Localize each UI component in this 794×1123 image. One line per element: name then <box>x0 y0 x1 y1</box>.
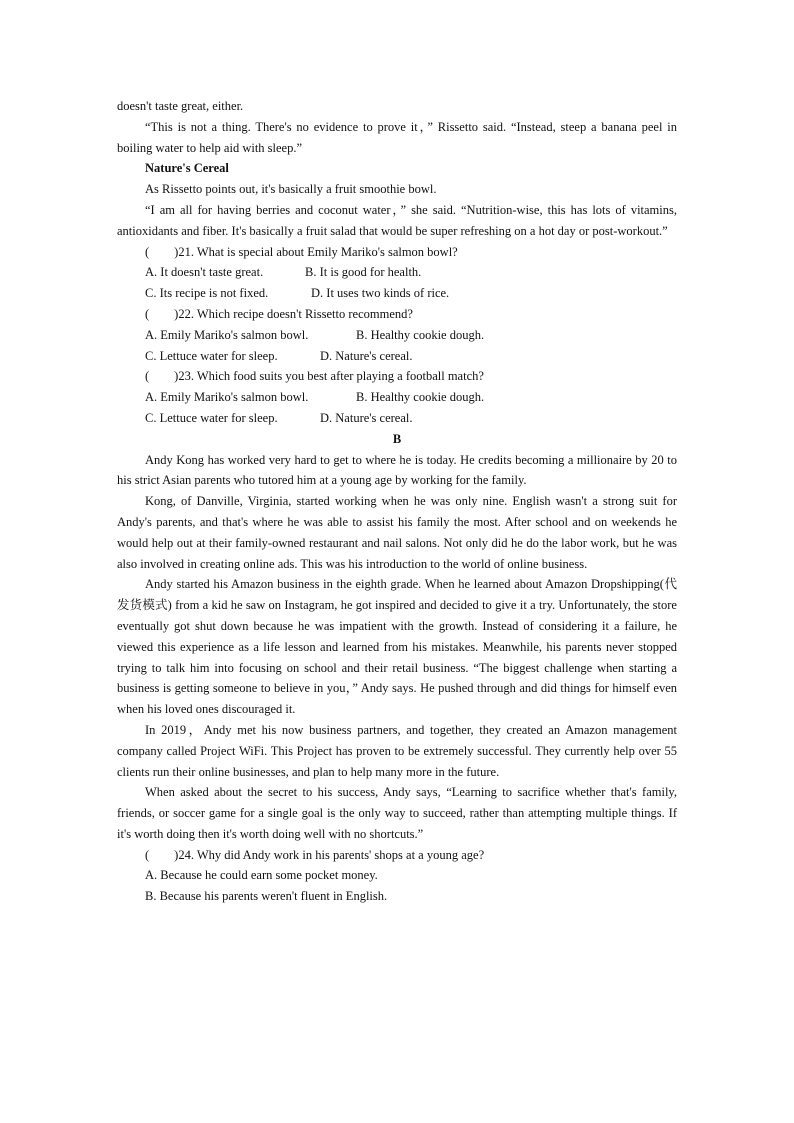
paragraph: When asked about the secret to his success, Andy says, “Learning to sacrifice whether that's family, friends, or soccer game for a single goal is the only way to succeed, rather than attempting multiple things. If it's worth doing then it's worth doing well with no shortcuts.” <box>117 785 677 841</box>
paragraph: “This is not a thing. There's no evidence to prove it，” Rissetto said. “Instead, steep a banana peel in boiling water to help aid with sleep.” <box>117 119 677 155</box>
option: D. Nature's cereal. <box>320 410 413 425</box>
option: C. Its recipe is not fixed. <box>145 286 269 301</box>
paragraph: Andy started his Amazon business in the eighth grade. When he learned about Amazon Dropshipping(代发货模式) from a kid he saw on Instagram, he got inspired and decided to give it a try. Unfortunately, the store eventually got shut down because he was impatient with the growth. Instead of considering it a failure, he viewed this experience as a life lesson and learned from his mistakes. Meanwhile, his parents never stopped trying to talk him into focusing on school and their retail business. “The biggest challenge when starting a business is getting someone to believe in you，” Andy says. He pushed through and did things for himself even when his loved ones discouraged it. <box>117 577 677 717</box>
paragraph: Andy Kong has worked very hard to get to where he is today. He credits becoming a millionaire by 20 to his strict Asian parents who tutored him at a young age by working for the family. <box>117 452 677 488</box>
option-row <box>117 346 677 367</box>
option: C. Lettuce water for sleep. <box>145 410 278 425</box>
option: B. Healthy cookie dough. <box>356 390 485 405</box>
option-row <box>117 283 677 304</box>
section-label: B <box>392 431 402 446</box>
paragraph: In 2019，Andy met his now business partners, and together, they created an Amazon management company called Project WiFi. This Project has proven to be extremely successful. They currently help over 55 clients run their online businesses, and plan to help many more in the future. <box>117 722 677 779</box>
option: B. It is good for health. <box>305 265 422 280</box>
document-page <box>117 96 677 907</box>
option: B. Because his parents weren't fluent in English. <box>145 889 388 904</box>
option: A. Emily Mariko's salmon bowl. <box>145 390 309 405</box>
option: C. Lettuce water for sleep. <box>145 348 278 363</box>
question-stem: ( )24. Why did Andy work in his parents' shops at a young age? <box>145 847 485 862</box>
option: A. Because he could earn some pocket money. <box>145 868 378 883</box>
option: D. Nature's cereal. <box>320 348 413 363</box>
option-row <box>117 325 677 346</box>
option-row <box>117 262 677 283</box>
paragraph: doesn't taste great, either. <box>117 99 244 113</box>
option: D. It uses two kinds of rice. <box>311 286 450 301</box>
section-heading: Nature's Cereal <box>145 161 229 176</box>
question-stem: ( )22. Which recipe doesn't Rissetto recommend? <box>145 306 413 321</box>
paragraph: “I am all for having berries and coconut water，” she said. “Nutrition-wise, this has lots of vitamins, antioxidants and fiber. It's basically a fruit salad that would be super refreshing on a hot day or post-workout.” <box>117 202 677 238</box>
option: A. Emily Mariko's salmon bowl. <box>145 327 309 342</box>
question-stem: ( )21. What is special about Emily Mariko's salmon bowl? <box>145 244 458 259</box>
paragraph: As Rissetto points out, it's basically a fruit smoothie bowl. <box>145 182 437 197</box>
option: A. It doesn't taste great. <box>145 265 264 280</box>
option-row <box>117 408 677 429</box>
paragraph: Kong, of Danville, Virginia, started working when he was only nine. English wasn't a strong suit for Andy's parents, and that's where he was able to assist his family the most. After school and on weekends he would help out at their family-owned restaurant and nail salons. Not only did he do the labor work, but he was also involved in creating online ads. This was his introduction to the world of online business. <box>117 494 677 571</box>
option: B. Healthy cookie dough. <box>356 327 485 342</box>
question-stem: ( )23. Which food suits you best after playing a football match? <box>145 369 484 384</box>
option-row <box>117 387 677 408</box>
